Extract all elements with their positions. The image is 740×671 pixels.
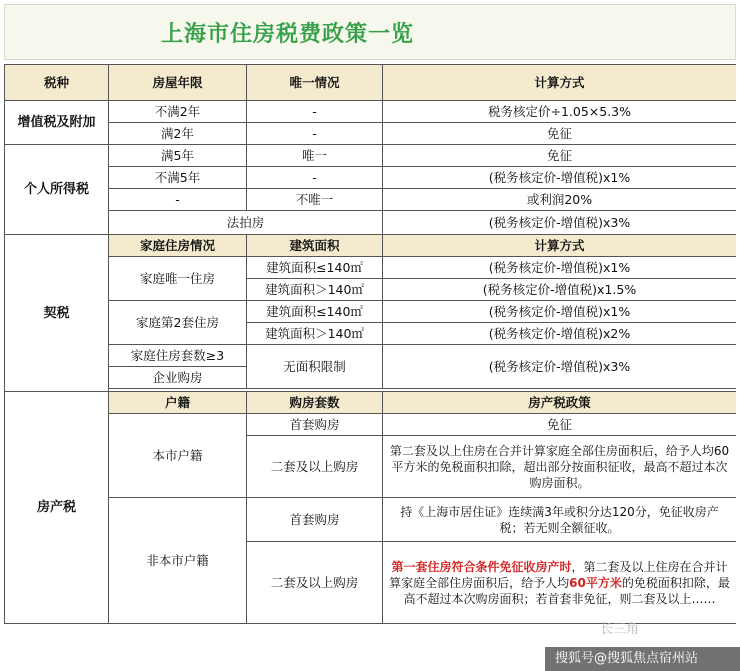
table-row (5, 123, 737, 145)
cell-years: 满2年 (109, 123, 247, 145)
table-row (5, 301, 737, 323)
cell-calc: (税务核定价-增值税)x1.5% (383, 279, 737, 301)
tax-name-income: 个人所得税 (5, 145, 109, 235)
cell-area: 建筑面积＞140㎡ (247, 279, 383, 301)
cell-area: 无面积限制 (247, 345, 383, 389)
cell-calc: (税务核定价-增值税)x1% (383, 257, 737, 279)
cell-policy: 第二套及以上住房在合并计算家庭全部住房面积后，给予人均60平方米的免税面积扣除，超出部分按面积征收，最高不超过本次购房面积。 (383, 436, 737, 498)
cell-auction-label: 法拍房 (109, 211, 383, 235)
cell-count: 二套及以上购房 (247, 542, 383, 624)
policy-table (4, 64, 736, 624)
cell-years: 满5年 (109, 145, 247, 167)
policy-highlight: 第一套住房符合条件免征收房产时 (391, 559, 572, 574)
policy-table-wrapper (4, 64, 736, 668)
cell-years: 不满2年 (109, 101, 247, 123)
deed-header-area: 建筑面积 (247, 235, 383, 257)
cell-calc: (税务核定价-增值税)x1% (383, 301, 737, 323)
cell-hukou-nonlocal: 非本市户籍 (109, 498, 247, 624)
cell-unique: - (247, 101, 383, 123)
cell-calc: 税务核定价÷1.05×5.3% (383, 101, 737, 123)
header-calc: 计算方式 (383, 65, 737, 101)
property-header-policy: 房产税政策 (383, 392, 737, 414)
header-years: 房屋年限 (109, 65, 247, 101)
table-row (5, 235, 737, 257)
policy-text: 的免税面积扣除，最高不超过本次购房面积；若首套非免征，则二套及以上…… (403, 575, 730, 606)
table-row (5, 257, 737, 279)
tax-name-vat: 增值税及附加 (5, 101, 109, 145)
cell-situation: 家庭第2套住房 (109, 301, 247, 345)
cell-unique: - (247, 123, 383, 145)
table-row (5, 392, 737, 414)
cell-count: 首套购房 (247, 414, 383, 436)
cell-count: 二套及以上购房 (247, 436, 383, 498)
table-row (5, 145, 737, 167)
faint-watermark: 长三角 (600, 622, 640, 637)
table-row (5, 101, 737, 123)
header-unique: 唯一情况 (247, 65, 383, 101)
cell-hukou-local: 本市户籍 (109, 414, 247, 498)
cell-years: - (109, 189, 247, 211)
tax-name-deed: 契税 (5, 235, 109, 392)
cell-policy: 免征 (383, 414, 737, 436)
cell-area: 建筑面积≤140㎡ (247, 257, 383, 279)
property-header-count: 购房套数 (247, 392, 383, 414)
cell-calc: 免征 (383, 123, 737, 145)
table-row (5, 345, 737, 367)
cell-situation: 企业购房 (109, 367, 247, 389)
cell-policy: 持《上海市居住证》连续满3年或积分达120分，免征收房产税；若无则全额征收。 (383, 498, 737, 542)
cell-situation: 家庭住房套数≥3 (109, 345, 247, 367)
cell-area: 建筑面积＞140㎡ (247, 323, 383, 345)
cell-policy (383, 542, 737, 624)
watermark-badge: 搜狐号@搜狐焦点宿州站 (545, 647, 740, 671)
cell-years: 不满5年 (109, 167, 247, 189)
cell-calc: (税务核定价-增值税)x3% (383, 345, 737, 389)
cell-calc: 或利润20% (383, 189, 737, 211)
table-row (5, 211, 737, 235)
tax-name-property: 房产税 (5, 392, 109, 624)
deed-header-situation: 家庭住房情况 (109, 235, 247, 257)
cell-situation: 家庭唯一住房 (109, 257, 247, 301)
cell-count: 首套购房 (247, 498, 383, 542)
cell-calc: (税务核定价-增值税)x1% (383, 167, 737, 189)
table-row (5, 414, 737, 436)
table-header-row (5, 65, 737, 101)
page-title: 上海市住房税费政策一览 (161, 22, 415, 47)
cell-unique: - (247, 167, 383, 189)
deed-header-calc: 计算方式 (383, 235, 737, 257)
policy-text: ，第二套及以上住房在合并计算家庭全部住房面积后，给予人均 (389, 559, 728, 590)
policy-highlight-area: 60平方米 (569, 575, 622, 590)
cell-area: 建筑面积≤140㎡ (247, 301, 383, 323)
cell-unique: 不唯一 (247, 189, 383, 211)
table-row (5, 167, 737, 189)
table-row (5, 498, 737, 542)
table-row (5, 189, 737, 211)
cell-calc: 免征 (383, 145, 737, 167)
cell-calc: (税务核定价-增值税)x2% (383, 323, 737, 345)
header-tax-type: 税种 (5, 65, 109, 101)
title-bar (4, 4, 736, 60)
property-header-hukou: 户籍 (109, 392, 247, 414)
cell-unique: 唯一 (247, 145, 383, 167)
cell-calc: (税务核定价-增值税)x3% (383, 211, 737, 235)
